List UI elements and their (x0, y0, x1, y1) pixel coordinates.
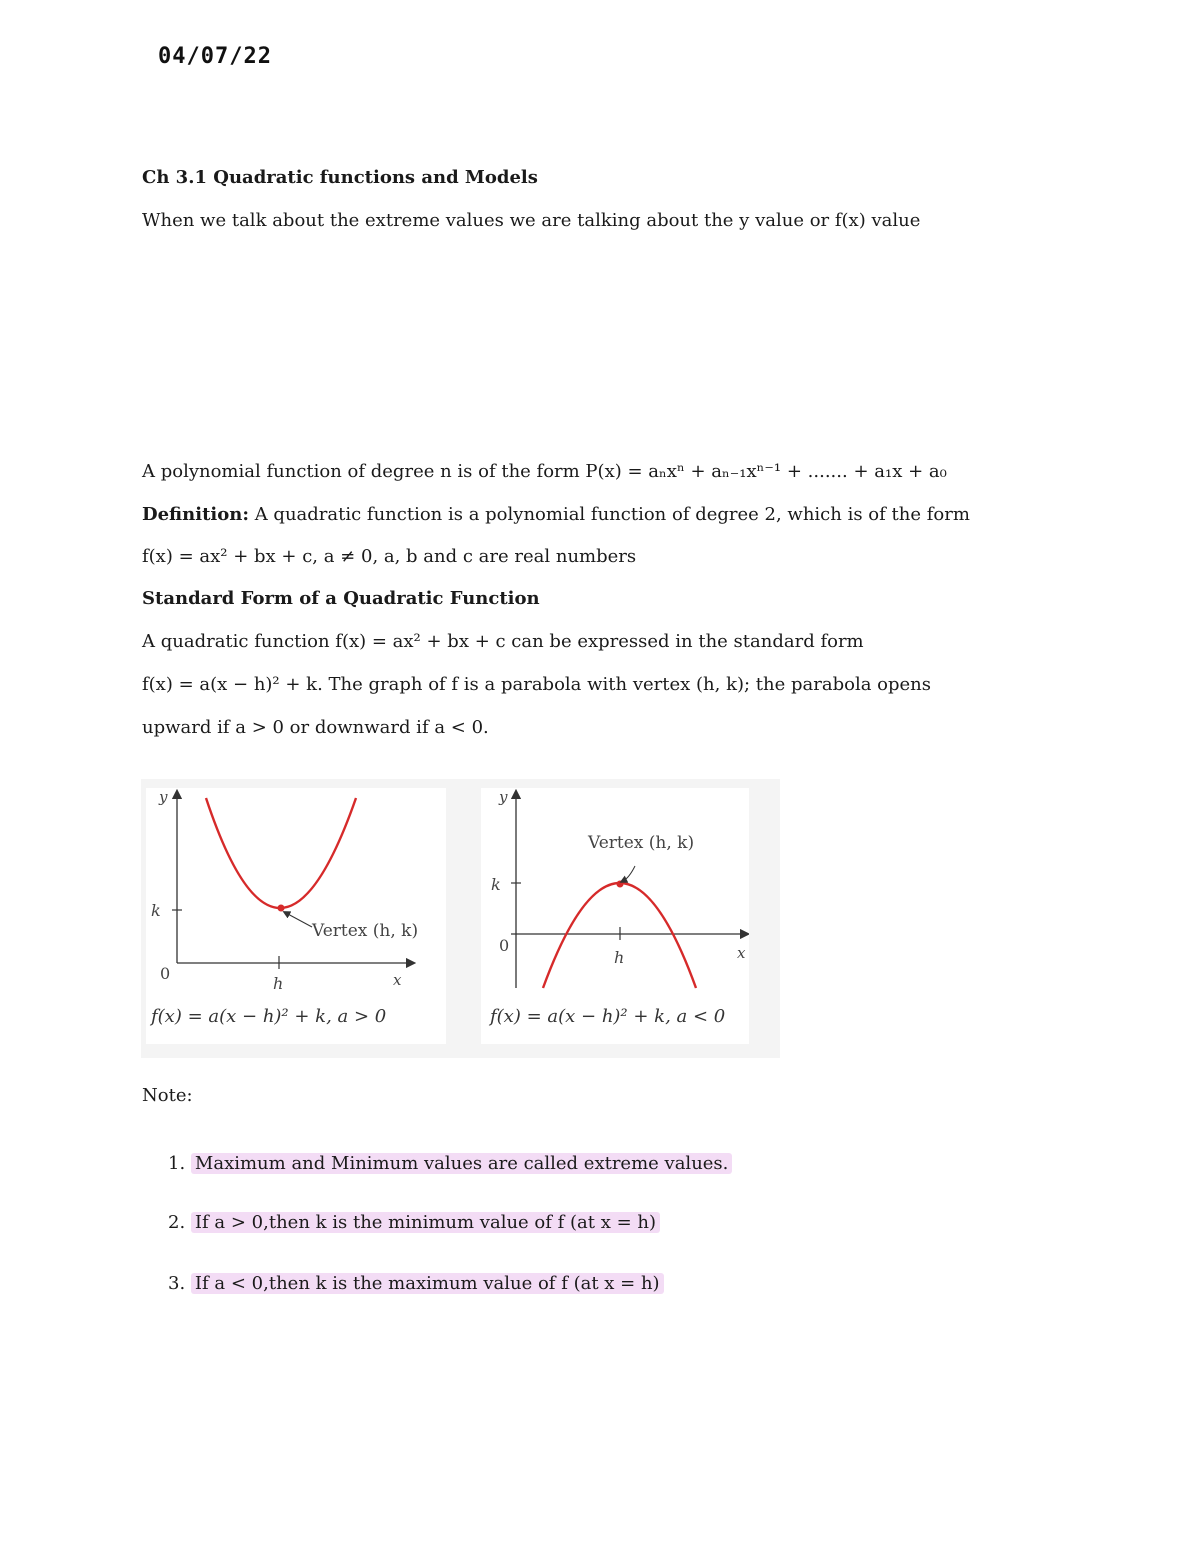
vertex-label: Vertex (h, k) (588, 833, 695, 853)
section-title: Ch 3.1 Quadratic functions and Models (142, 167, 538, 188)
note-item (168, 1273, 664, 1295)
vertex-point (278, 905, 285, 912)
note-text-highlighted: Maximum and Minimum values are called extreme values. (191, 1153, 732, 1174)
h-label: h (614, 948, 625, 967)
h-label: h (273, 974, 284, 993)
note-text-highlighted: If a < 0,then k is the maximum value of f (at x = h) (191, 1273, 664, 1294)
vertex-arrow (286, 913, 312, 927)
vertex-point (617, 881, 624, 888)
note-item (168, 1153, 732, 1175)
standard-form-conditions: upward if a > 0 or downward if a < 0. (142, 717, 489, 738)
right-graph-panel (481, 788, 749, 1044)
left-graph-panel (146, 788, 446, 1044)
intro-text: When we talk about the extreme values we are talking about the y value or f(x) value (142, 210, 921, 231)
note-item (168, 1212, 660, 1234)
vertex-arrow (623, 866, 635, 881)
standard-form-intro: A quadratic function f(x) = ax² + bx + c can be expressed in the standard form (142, 631, 864, 652)
note-number: 2. (168, 1212, 186, 1233)
note-label: Note: (142, 1085, 193, 1106)
definition-text: A quadratic function is a polynomial function of degree 2, which is of the form (254, 504, 970, 525)
k-label: k (491, 875, 501, 894)
definition-formula: f(x) = ax² + bx + c, a ≠ 0, a, b and c are real numbers (142, 546, 637, 567)
definition-label: Definition: (142, 504, 249, 525)
note-number: 3. (168, 1273, 186, 1294)
definition-line (142, 504, 970, 526)
note-text-highlighted: If a > 0,then k is the minimum value of f (at x = h) (191, 1212, 660, 1233)
standard-form-heading: Standard Form of a Quadratic Function (142, 588, 540, 609)
polynomial-definition: A polynomial function of degree n is of the form P(x) = aₙxⁿ + aₙ₋₁xⁿ⁻¹ + ....... + a₁x + a₀ (142, 461, 947, 482)
downward-parabola-graph (481, 788, 749, 1044)
parabola-curve (206, 798, 356, 908)
parabola-figure (141, 779, 780, 1058)
origin-label: 0 (160, 964, 171, 983)
k-label: k (151, 901, 161, 920)
date-heading: 04/07/22 (158, 44, 272, 69)
upward-parabola-graph (146, 788, 446, 1044)
vertex-label: Vertex (h, k) (312, 921, 419, 941)
x-axis-label: x (737, 944, 746, 962)
note-number: 1. (168, 1153, 186, 1174)
origin-label: 0 (499, 936, 510, 955)
left-caption: f(x) = a(x − h)² + k, a > 0 (151, 1006, 387, 1027)
right-caption: f(x) = a(x − h)² + k, a < 0 (490, 1006, 726, 1027)
y-axis-label: y (159, 788, 168, 806)
standard-form-formula: f(x) = a(x − h)² + k. The graph of f is a parabola with vertex (h, k); the parabola opens (142, 674, 931, 695)
x-axis-label: x (393, 971, 402, 989)
y-axis-label: y (499, 788, 508, 806)
